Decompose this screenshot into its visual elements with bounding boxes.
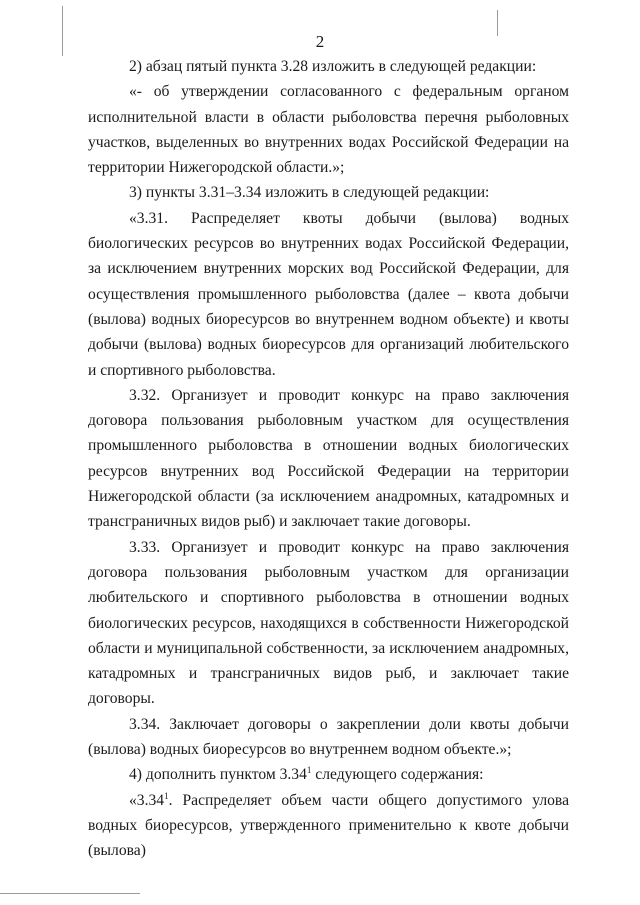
paragraph-item-4-tail: следующего содержания: bbox=[311, 766, 484, 784]
paragraph-item-2: 2) абзац пятый пункта 3.28 изложить в следующей редакции: bbox=[129, 58, 537, 75]
superscript-1: 1 bbox=[306, 765, 312, 776]
paragraph-item-4 bbox=[88, 762, 569, 787]
paragraph-3-34-1-text: . Распределяет объем части общего допустимого улова водных биоресурсов, утвержденного применительно к квоте добычи (вылова) bbox=[88, 791, 569, 860]
paragraph-quote-3-28: «- об утверждении согласованного с федеральным органом исполнительной власти в области рыболовства перечня рыболовных участков, выделенных во внутренних водах Российской Федерации на территории Нижегородской области.»; bbox=[88, 83, 569, 177]
paragraph-3-31: «3.31. Распределяет квоты добычи (вылова) водных биологических ресурсов во внутренних водах Российской Федерации, за исключением внутренних морских вод Российской Федерации, для осуществления промышленного рыболовства (далее – квота добычи (вылова) водных биоресурсов во внутреннем водном объекте) и квоты добычи (вылова) водных биоресурсов для организаций любительского и спортивного рыболовства. bbox=[88, 209, 569, 379]
paragraph-3-32: 3.32. Организует и проводит конкурс на право заключения договора пользования рыболовным участком для осуществления промышленного рыболовства в отношении водных биологических ресурсов внутренних вод Российской Федерации на территории Нижегородской области (за исключением анадромных, катадромных и трансграничных видов рыб) и заключает такие договоры. bbox=[88, 386, 569, 531]
paragraph-3-34: 3.34. Заключает договоры о закреплении доли квоты добычи (вылова) водных биоресурсов во внутреннем водном объекте.»; bbox=[88, 715, 569, 759]
paragraph-3-34-1 bbox=[88, 788, 569, 864]
document-body bbox=[88, 54, 569, 864]
page-number: 2 bbox=[315, 32, 325, 51]
paragraph-3-33: 3.33. Организует и проводит конкурс на право заключения договора пользования рыболовным участком для организации любительского и спортивного рыболовства в отношении водных биологических ресурсов, находящихся в собственности Нижегородской области и муниципальной собственности, за исключением анадромных, катадромных и трансграничных видов рыб, и заключает такие договоры. bbox=[88, 538, 569, 708]
paragraph-item-4-text: 4) дополнить пунктом 3.34 bbox=[129, 766, 307, 784]
scan-artifact-bottom-line bbox=[0, 893, 140, 894]
superscript-1: 1 bbox=[164, 790, 169, 801]
paragraph-3-34-1-number: «3.34 bbox=[129, 791, 165, 809]
paragraph-item-3: 3) пункты 3.31–3.34 изложить в следующей редакции: bbox=[129, 184, 490, 202]
